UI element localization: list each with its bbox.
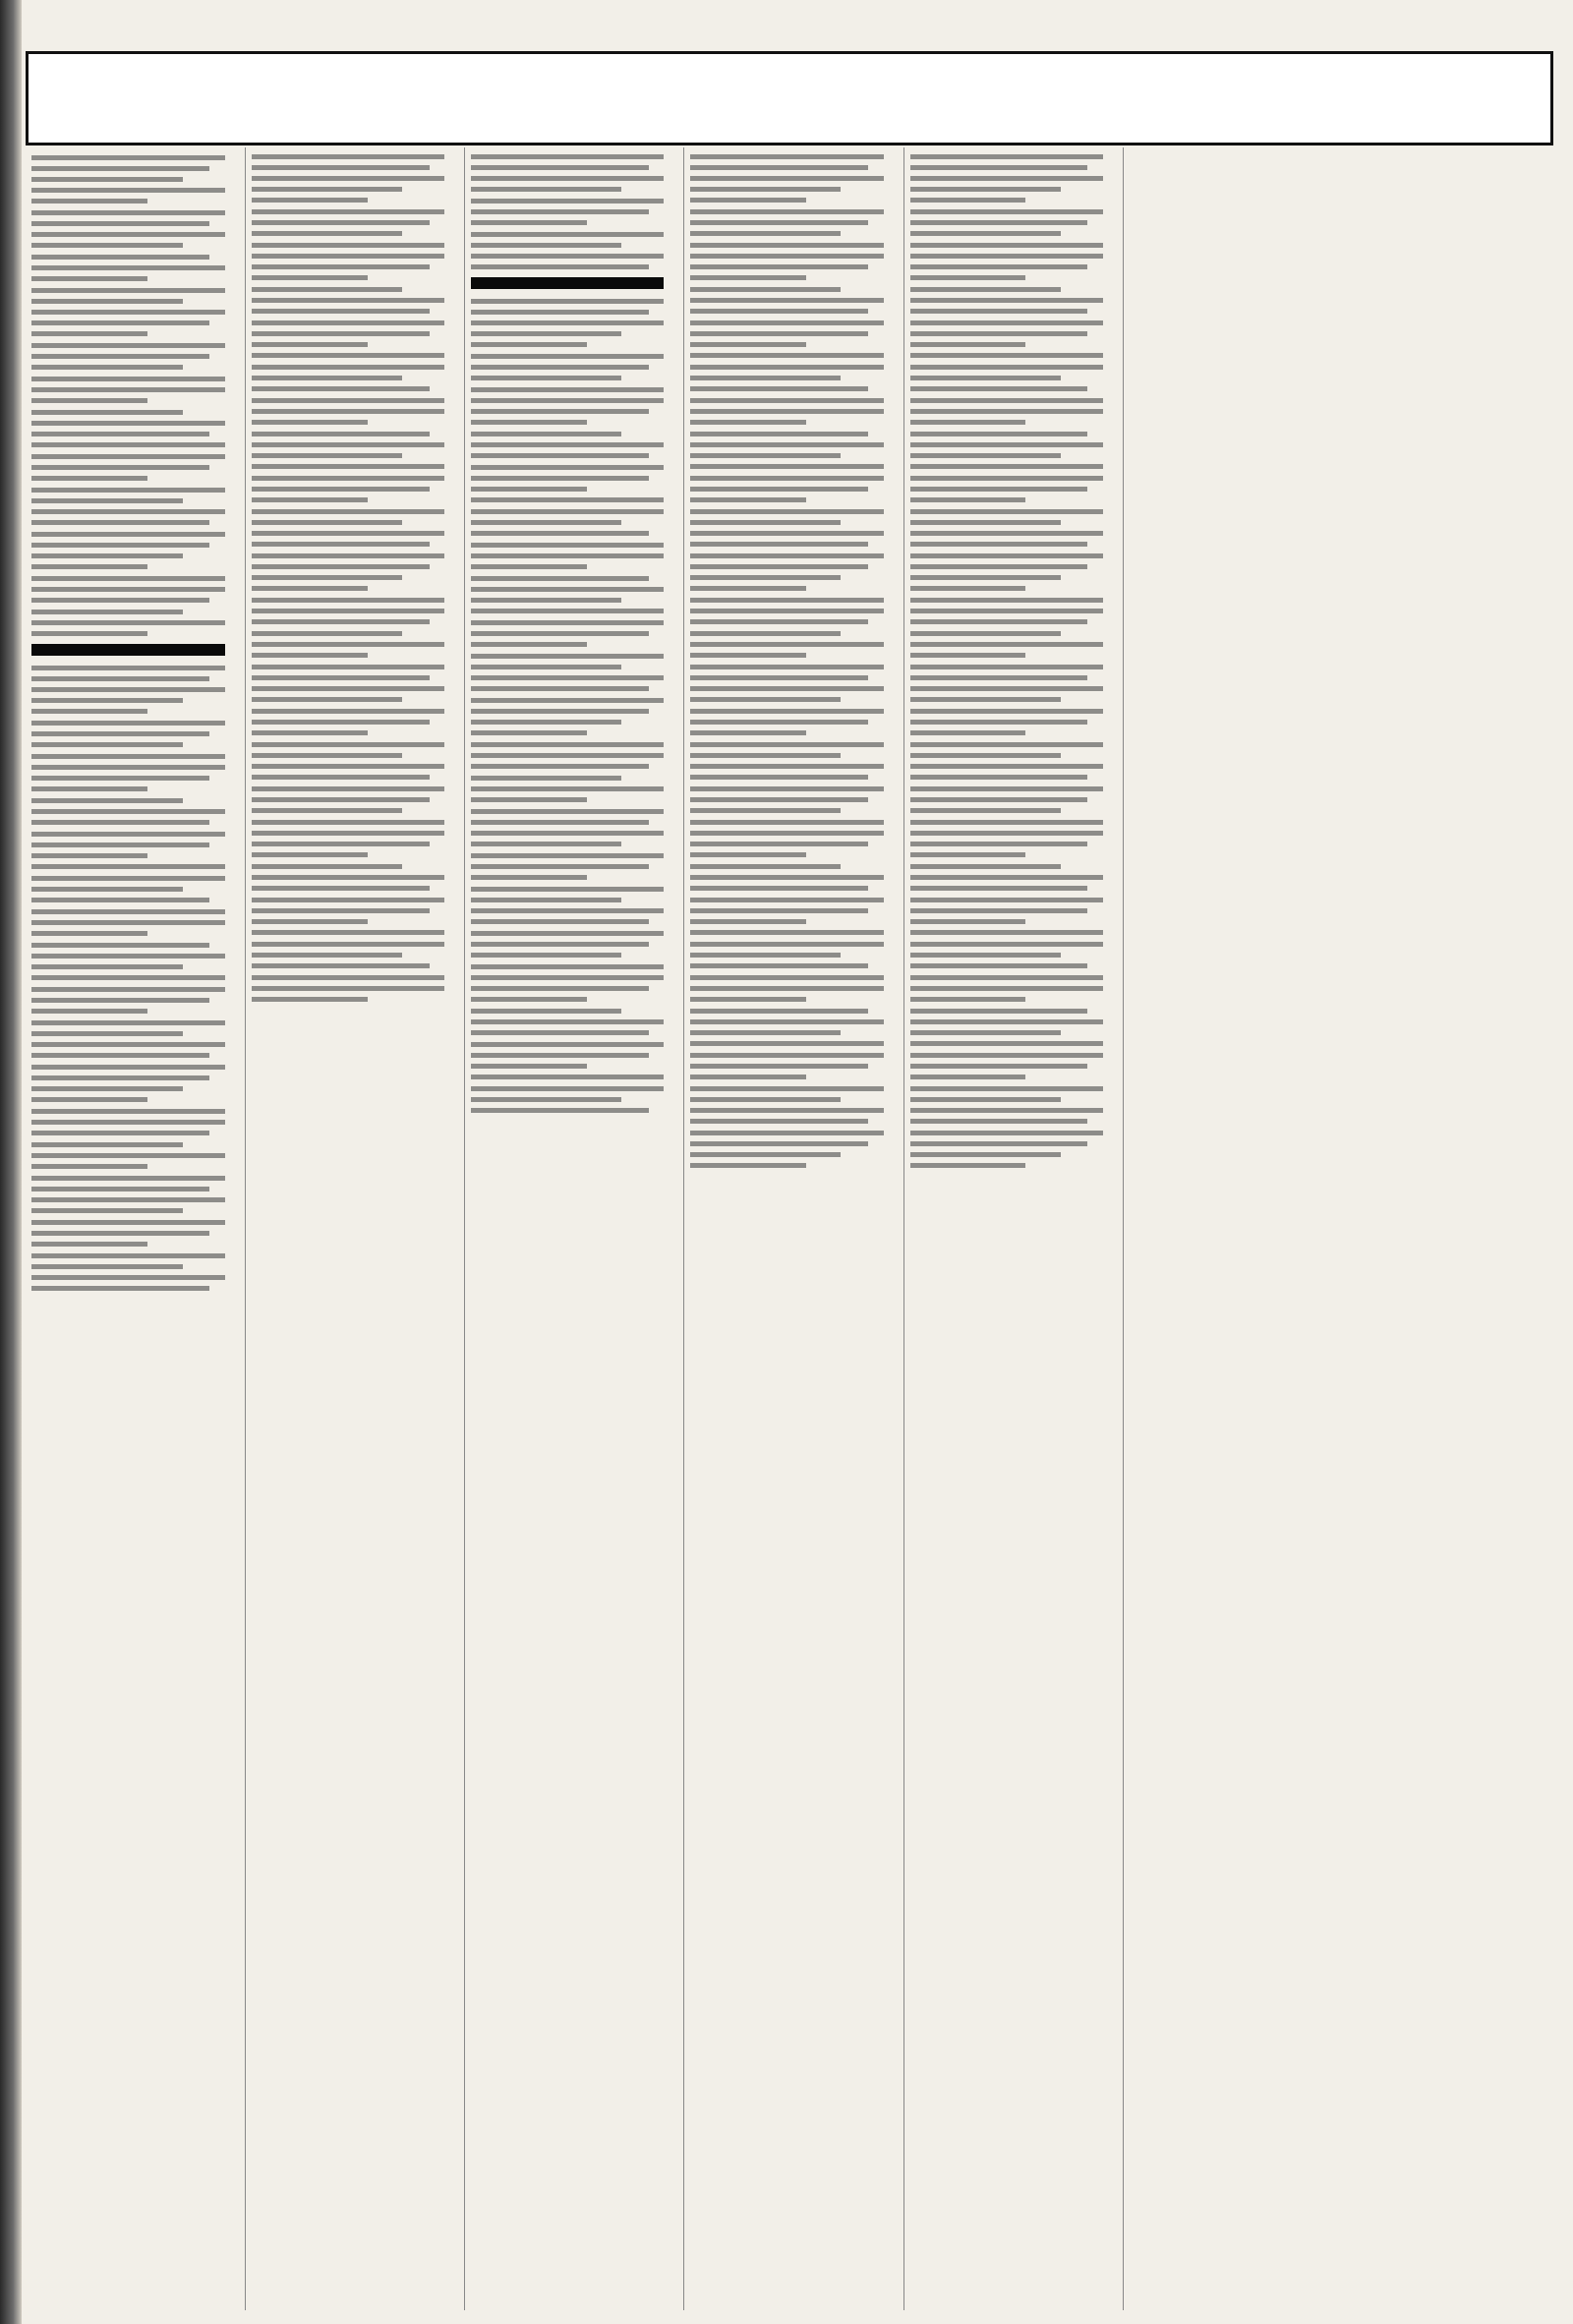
text-block (252, 786, 444, 813)
text-block (471, 776, 664, 802)
text-block (31, 210, 225, 248)
text-block (910, 820, 1103, 857)
text-block (252, 509, 444, 547)
text-block (31, 454, 225, 481)
text-block (690, 942, 883, 968)
text-block (471, 543, 664, 569)
text-block (31, 288, 225, 336)
text-block (252, 598, 444, 624)
text-block (910, 509, 1103, 547)
text-block (31, 754, 225, 791)
text-block (31, 155, 225, 203)
text-block (471, 232, 664, 269)
text-block (471, 1086, 664, 1113)
text-block (31, 1020, 225, 1058)
text-block (690, 631, 883, 658)
text-block (471, 1009, 664, 1035)
text-block (910, 1009, 1103, 1046)
text-block (31, 987, 225, 1014)
text-block (910, 243, 1103, 280)
text-block (471, 509, 664, 536)
text-block (471, 742, 664, 769)
text-block (910, 365, 1103, 391)
text-block (252, 209, 444, 236)
text-block (31, 1253, 225, 1291)
text-block (471, 698, 664, 735)
text-block (910, 709, 1103, 735)
text-block (910, 1053, 1103, 1079)
text-block (31, 1065, 225, 1102)
text-block (910, 598, 1103, 624)
text-block (910, 864, 1103, 891)
text-block (471, 964, 664, 1002)
text-block (690, 709, 883, 735)
text-block (471, 809, 664, 846)
text-block (690, 209, 883, 236)
text-block (471, 1042, 664, 1079)
text-block (471, 620, 664, 647)
text-block (471, 354, 664, 380)
text-block (690, 975, 883, 1002)
text-block (252, 154, 444, 203)
text-block (690, 742, 883, 780)
text-block (252, 864, 444, 891)
text-block (471, 199, 664, 225)
text-block (690, 1086, 883, 1124)
text-block (690, 598, 883, 624)
classifieds-banner (26, 51, 1553, 145)
text-block (31, 576, 225, 603)
text-block (252, 553, 444, 591)
text-block (31, 410, 225, 447)
text-block (910, 1131, 1103, 1168)
text-block (471, 853, 664, 880)
section-header-job-offers (471, 277, 664, 289)
text-block (471, 387, 664, 425)
text-block (910, 432, 1103, 469)
text-block (31, 666, 225, 714)
column-5 (903, 147, 1109, 2310)
text-block (690, 820, 883, 857)
text-block (690, 154, 883, 203)
text-block (690, 320, 883, 358)
text-block (31, 909, 225, 936)
text-block (31, 798, 225, 825)
text-block (690, 243, 883, 280)
text-block (252, 398, 444, 425)
text-block (471, 931, 664, 958)
text-block (690, 898, 883, 935)
text-block (910, 209, 1103, 236)
text-block (690, 553, 883, 591)
text-block (252, 365, 444, 391)
text-block (31, 532, 225, 569)
text-block (910, 631, 1103, 658)
text-block (471, 299, 664, 347)
column-1 (26, 147, 231, 2310)
text-block (910, 1086, 1103, 1124)
text-block (910, 320, 1103, 358)
text-block (910, 553, 1103, 591)
text-block (471, 887, 664, 924)
text-block (252, 432, 444, 469)
text-block (31, 1142, 225, 1169)
text-block (471, 465, 664, 502)
text-block (690, 665, 883, 702)
column-4 (683, 147, 889, 2310)
text-block (31, 832, 225, 869)
text-block (690, 509, 883, 547)
text-block (31, 1109, 225, 1135)
text-block (690, 287, 883, 314)
text-block (910, 287, 1103, 314)
text-block (31, 943, 225, 980)
text-block (910, 742, 1103, 780)
text-block (690, 432, 883, 469)
text-block (31, 488, 225, 525)
text-block (252, 476, 444, 502)
text-block (252, 975, 444, 1002)
text-block (252, 287, 444, 314)
text-block (252, 942, 444, 968)
text-block (31, 610, 225, 636)
text-block (910, 154, 1103, 203)
text-block (690, 398, 883, 425)
text-block (690, 1131, 883, 1168)
text-block (910, 476, 1103, 502)
text-block (690, 1053, 883, 1079)
text-block (690, 476, 883, 502)
text-block (31, 1220, 225, 1247)
text-block (910, 786, 1103, 813)
text-block (471, 154, 664, 192)
text-block (31, 876, 225, 902)
column-3 (464, 147, 670, 2310)
text-block (471, 432, 664, 458)
text-block (252, 631, 444, 658)
text-block (910, 975, 1103, 1002)
section-header-rent (31, 644, 225, 656)
text-block (252, 320, 444, 358)
text-block (252, 820, 444, 857)
text-block (252, 709, 444, 735)
text-block (690, 864, 883, 891)
text-block (471, 576, 664, 613)
text-block (31, 1176, 225, 1213)
text-block (690, 365, 883, 391)
text-block (910, 898, 1103, 935)
text-block (910, 942, 1103, 968)
column-2 (245, 147, 450, 2310)
column-6 (1123, 147, 1328, 2310)
text-block (252, 742, 444, 780)
text-block (31, 377, 225, 403)
classifieds-columns (26, 147, 1547, 2310)
text-block (31, 255, 225, 281)
text-block (471, 654, 664, 691)
text-block (31, 721, 225, 747)
text-block (252, 898, 444, 935)
text-block (252, 665, 444, 702)
page-gutter (0, 0, 22, 2324)
text-block (31, 343, 225, 370)
text-block (252, 243, 444, 280)
text-block (690, 786, 883, 813)
text-block (910, 398, 1103, 425)
text-block (690, 1009, 883, 1046)
text-block (910, 665, 1103, 702)
